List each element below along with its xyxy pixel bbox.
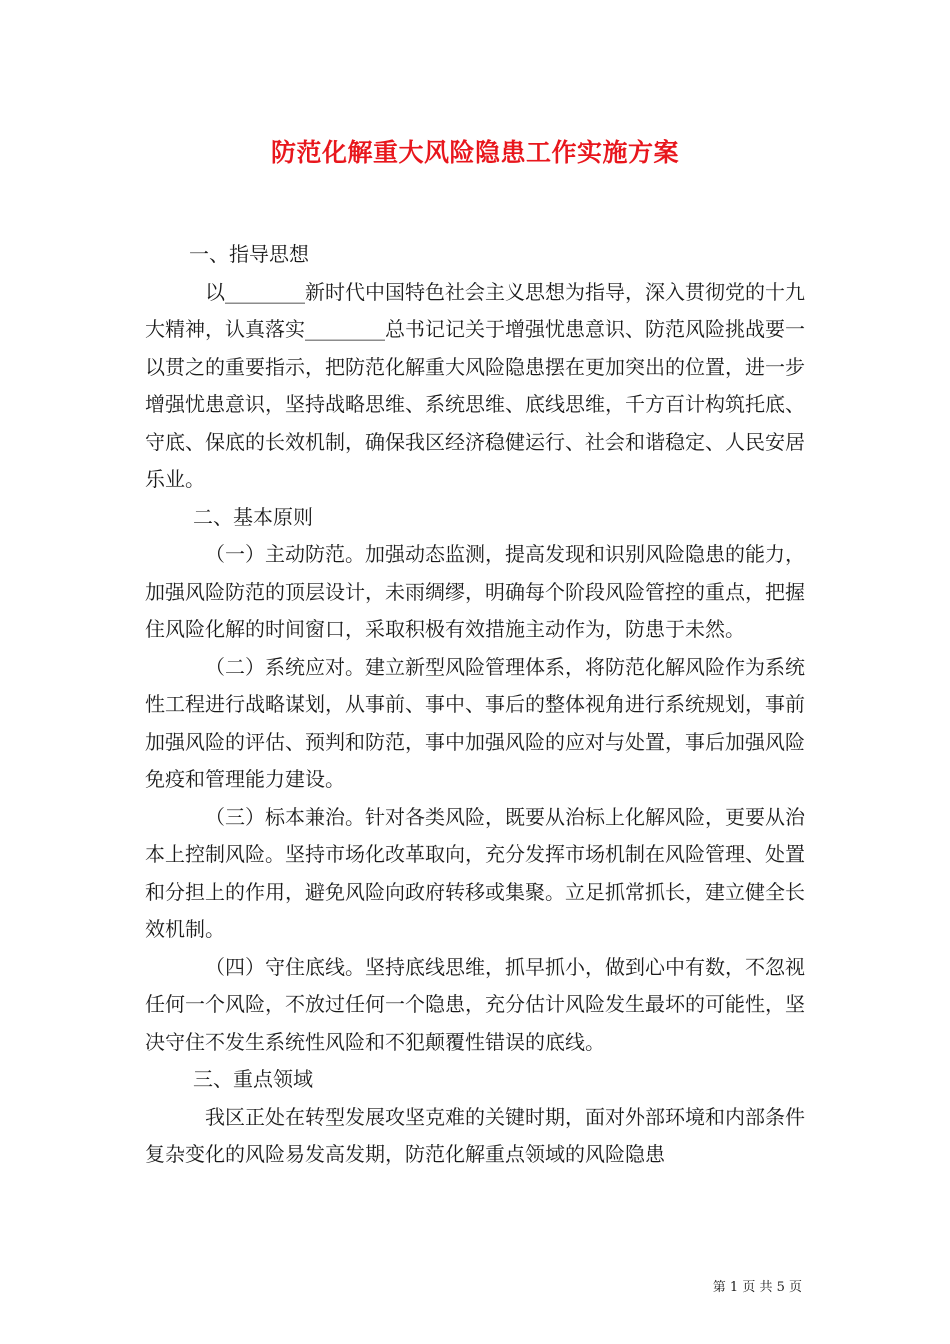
- page-number-footer: 第 1 页 共 5 页: [712, 1280, 802, 1295]
- paragraph-key-areas: 我区正处在转型发展攻坚克难的关键时期，面对外部环境和内部条件复杂变化的风险易发高发期，防范化解重点领域的风险隐患: [145, 1104, 805, 1166]
- section-heading-basic-principles: 二、基本原则: [193, 504, 313, 529]
- section-heading-key-areas: 三、重点领域: [193, 1067, 313, 1091]
- paragraph-principle-3: （三）标本兼治。针对各类风险，既要从治标上化解风险，更要从治本上控制风险。坚持市场化改革取向，充分发挥市场机制在风险管理、处置和分担上的作用，避免风险向政府转移或集聚。立足抓常抓长，建立健全长效机制。: [145, 804, 805, 941]
- document-title: 防范化解重大风险隐患工作实施方案: [270, 138, 679, 167]
- paragraph-principle-2: （二）系统应对。建立新型风险管理体系，将防范化解风险作为系统性工程进行战略谋划，从事前、事中、事后的整体视角进行系统规划，事前加强风险的评估、预判和防范，事中加强风险的应对与处置，事后加强风险免疫和管理能力建设。: [145, 654, 805, 791]
- section-heading-guiding-ideology: 一、指导思想: [189, 242, 309, 266]
- document-body: [145, 236, 805, 1174]
- paragraph-guiding-ideology: 以________新时代中国特色社会主义思想为指导，深入贯彻党的十九大精神，认真落实________总书记记关于增强忧患意识、防范风险挑战要一以贯之的重要指示，把防范化解重大风险隐患摆在更加突出的位置，进一步增强忧患意识，坚持战略思维、系统思维、底线思维，千方百计构筑托底、守底、保底的长效机制，确保我区经济稳健运行、社会和谐稳定、人民安居乐业。: [145, 279, 805, 491]
- paragraph-principle-4: （四）守住底线。坚持底线思维，抓早抓小，做到心中有数，不忽视任何一个风险，不放过任何一个隐患，充分估计风险发生最坏的可能性，坚决守住不发生系统性风险和不犯颠覆性错误的底线。: [145, 954, 805, 1054]
- paragraph-principle-1: （一）主动防范。加强动态监测，提高发现和识别风险隐患的能力，加强风险防范的顶层设计，未雨绸缪，明确每个阶段风险管控的重点，把握住风险化解的时间窗口，采取积极有效措施主动作为，防患于未然。: [145, 542, 805, 641]
